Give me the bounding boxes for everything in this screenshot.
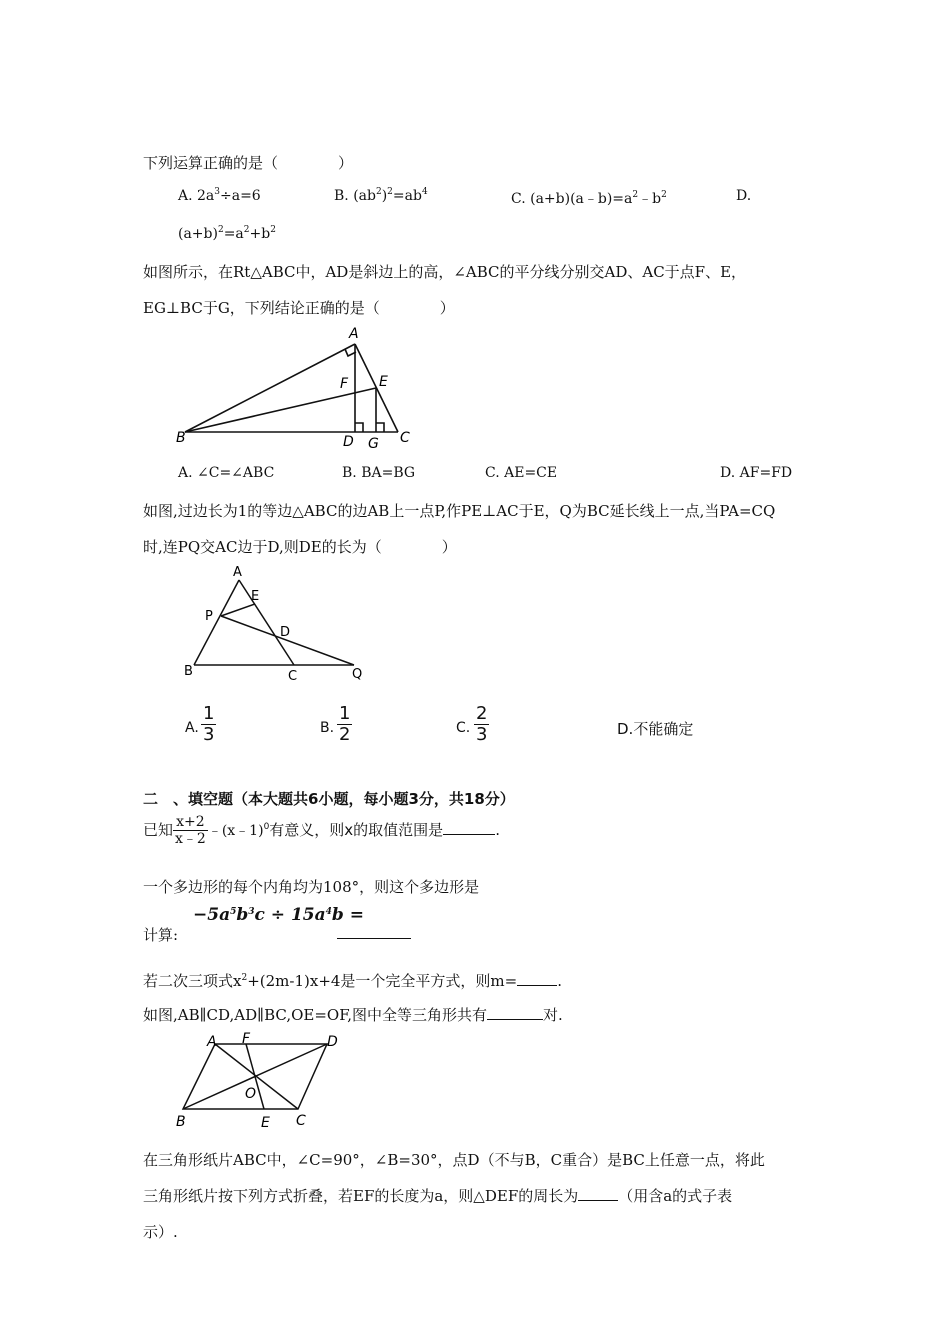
q8-label-c: C xyxy=(296,1113,306,1129)
q3-label-d: D xyxy=(280,625,291,640)
q3-label-b: B xyxy=(184,664,193,679)
q3-label-c: C xyxy=(288,669,298,684)
q3-label-a: A xyxy=(233,565,242,580)
q2-option-a: A. ∠C=∠ABC xyxy=(178,465,275,481)
q2-right-angle-d xyxy=(355,423,363,432)
q3-option-b-fraction: $\frac{1}{2}$ xyxy=(339,703,351,745)
q4-prefix: 已知 xyxy=(143,821,174,839)
q2-right-angle-g xyxy=(376,423,384,432)
q8-label-e: E xyxy=(261,1115,270,1130)
q8-answer-blank[interactable] xyxy=(487,1005,543,1020)
q1-stem: 下列运算正确的是（ ） xyxy=(143,154,354,172)
q8-label-d: D xyxy=(327,1034,338,1050)
q3-stem-line1: 如图,过边长为1的等边△ABC的边AB上一点P,作PE⊥AC于E，Q为BC延长线上一点,当PA=CQ xyxy=(143,502,776,520)
q4-answer-blank[interactable] xyxy=(443,820,495,835)
q1-option-a: A. $2a^3\div a=6$ xyxy=(178,187,261,204)
q3-option-c-fraction: $\frac{2}{3}$ xyxy=(476,703,488,745)
q9-line1: 在三角形纸片ABC中，∠C=90°，∠B=30°，点D（不与B，C重合）是BC上任意一点，将此 xyxy=(143,1151,765,1169)
q3-line-pq xyxy=(221,616,354,665)
q3-option-c-label: C. xyxy=(456,720,471,736)
q4-fraction: $\frac{x+2}{x﹣2}$ xyxy=(175,813,206,847)
q8-label-a: A xyxy=(207,1034,217,1050)
q2-line-ba xyxy=(185,344,355,432)
q1-option-d-label: D. xyxy=(736,188,752,204)
q3-option-d: D.不能确定 xyxy=(617,720,694,738)
q3-triangle-figure xyxy=(176,564,376,686)
q6-answer-blank[interactable] xyxy=(337,924,411,939)
q9-line3: 示）. xyxy=(143,1223,178,1241)
q9-line2: 三角形纸片按下列方式折叠，若EF的长度为a，则△DEF的周长为 （用含a的式子表 xyxy=(143,1187,733,1205)
q4-end: . xyxy=(495,821,500,839)
q1-option-c: C. $(a+b)(a﹣b)=a^2﹣b^2$ xyxy=(511,190,667,207)
q2-label-f: F xyxy=(340,376,349,392)
q4-suffix: 有意义，则x的取值范围是 xyxy=(269,821,444,839)
q2-line-be xyxy=(185,388,376,432)
q4-mid: ﹣(x﹣1) xyxy=(207,823,264,839)
q2-option-c: C. AE=CE xyxy=(485,465,558,481)
q2-label-d: D xyxy=(343,434,354,450)
q5-text: 一个多边形的每个内角均为108°，则这个多边形是 xyxy=(143,878,480,896)
q3-line-ab xyxy=(194,580,239,665)
q9-answer-blank[interactable] xyxy=(578,1186,618,1201)
q8-label-o: O xyxy=(245,1086,257,1102)
q7-line: 若二次三项式$x^2+(2m-1)x+4$是一个完全平方式，则m= . xyxy=(143,972,563,990)
q8-line: 如图,AB∥CD,AD∥BC,OE=OF,图中全等三角形共有 对. xyxy=(143,1006,563,1024)
q6-expression: $-5a^5b^3c \div 15a^4b$ = xyxy=(193,905,364,925)
q8-parallelogram-figure xyxy=(170,1030,350,1130)
q7-answer-blank[interactable] xyxy=(517,971,557,986)
q1-option-b: B. $(ab^2)^2=ab^4$ xyxy=(334,187,428,204)
q8-label-f: F xyxy=(242,1031,251,1047)
q3-option-a-fraction: $\frac{1}{3}$ xyxy=(203,703,215,745)
q2-label-c: C xyxy=(400,430,410,446)
q2-label-a: A xyxy=(349,326,359,342)
q3-label-e: E xyxy=(251,589,260,604)
q3-line-ac xyxy=(239,580,294,665)
q2-option-b: B. BA=BG xyxy=(342,465,416,481)
q3-label-p: P xyxy=(205,609,213,624)
q6-label: 计算: xyxy=(143,926,179,944)
q2-label-g: G xyxy=(368,436,379,452)
q2-option-d: D. AF=FD xyxy=(720,465,793,481)
q8-label-b: B xyxy=(176,1114,186,1130)
q4-line xyxy=(143,810,500,851)
q1-option-d-expr: $(a+b)^2=a^2+b^2$ xyxy=(178,225,276,242)
q2-stem-line1: 如图所示，在Rt△ABC中，AD是斜边上的高，∠ABC的平分线分别交AD、AC于点F、E， xyxy=(143,263,747,281)
q4-exponent: 0 xyxy=(263,822,270,832)
q2-label-b: B xyxy=(176,430,186,446)
q3-option-a-label: A. xyxy=(185,720,199,736)
q2-stem-line2: EG⊥BC于G，下列结论正确的是（ ） xyxy=(143,299,455,317)
section2-heading: 二 、填空题（本大题共6小题，每小题3分，共18分） xyxy=(143,790,515,808)
q3-stem-line2: 时,连PQ交AC边于D,则DE的长为（ ） xyxy=(143,538,457,556)
q2-triangle-figure xyxy=(170,322,420,454)
q2-label-e: E xyxy=(379,374,388,390)
q3-label-q: Q xyxy=(352,667,363,682)
q3-option-b-label: B. xyxy=(320,720,335,736)
